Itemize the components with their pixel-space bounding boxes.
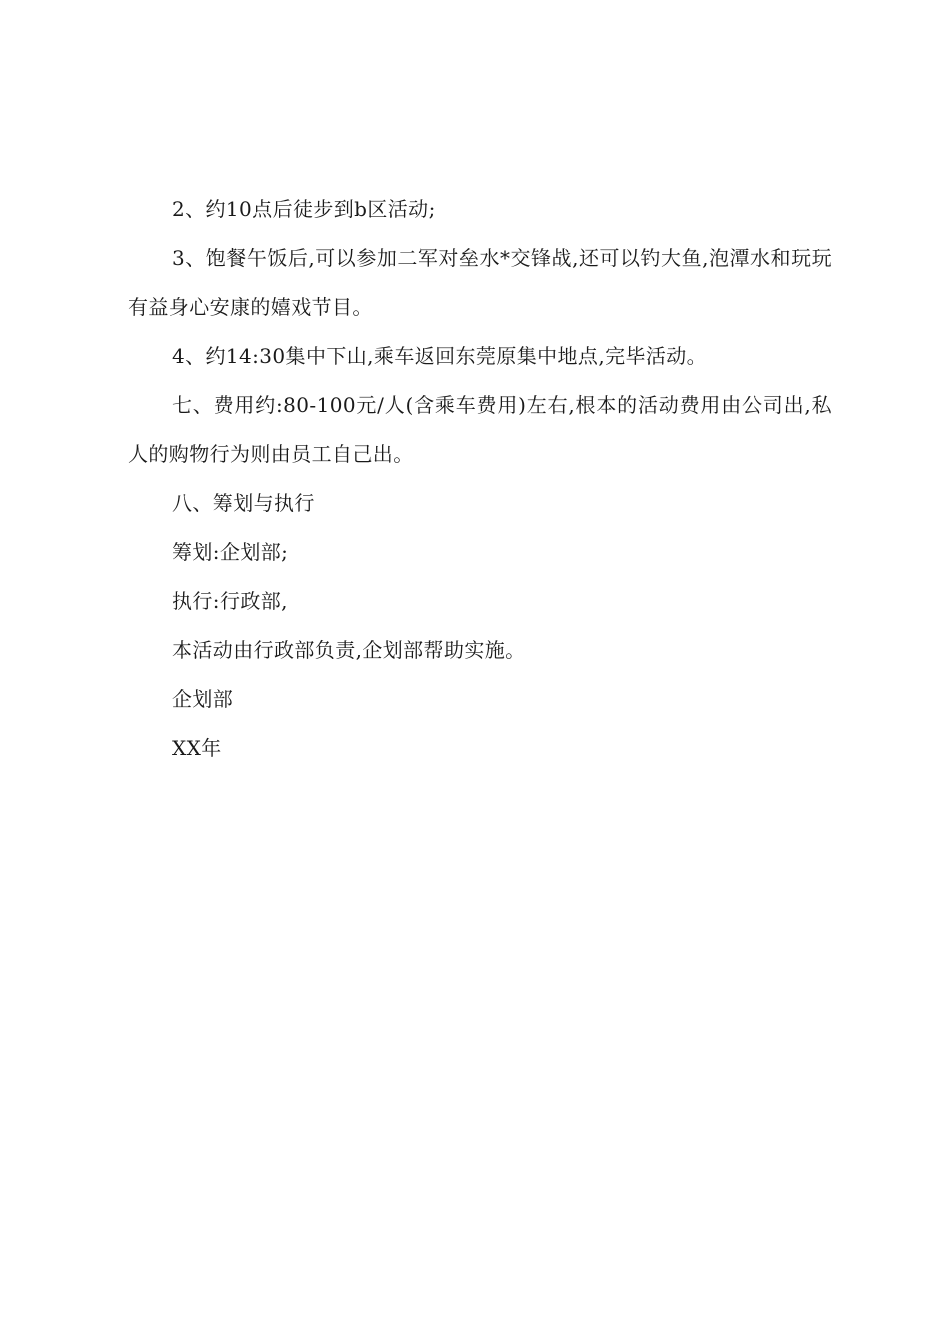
execution-line: 执行:行政部, [172,589,288,613]
section-seven-cost: 七、费用约:80-100元/人(含乘车费用)左右,根本的活动费用由公司出,私人的购物行为则由员工自己出。 [128,393,832,466]
schedule-step-3: 3、饱餐午饭后,可以参加二军对垒水*交锋战,还可以钓大鱼,泡潭水和玩玩有益身心安康的嬉戏节目。 [128,246,832,319]
signature-department: 企划部 [172,687,234,711]
schedule-step-2: 2、约10点后徒步到b区活动; [172,197,436,221]
signature-year: XX年 [172,736,222,760]
document-body [128,185,832,773]
planning-line: 筹划:企划部; [172,540,289,564]
schedule-step-4: 4、约14:30集中下山,乘车返回东莞原集中地点,完毕活动。 [172,344,708,368]
responsibility-line: 本活动由行政部负责,企划部帮助实施。 [172,638,526,662]
section-eight-heading: 八、筹划与执行 [172,491,315,515]
